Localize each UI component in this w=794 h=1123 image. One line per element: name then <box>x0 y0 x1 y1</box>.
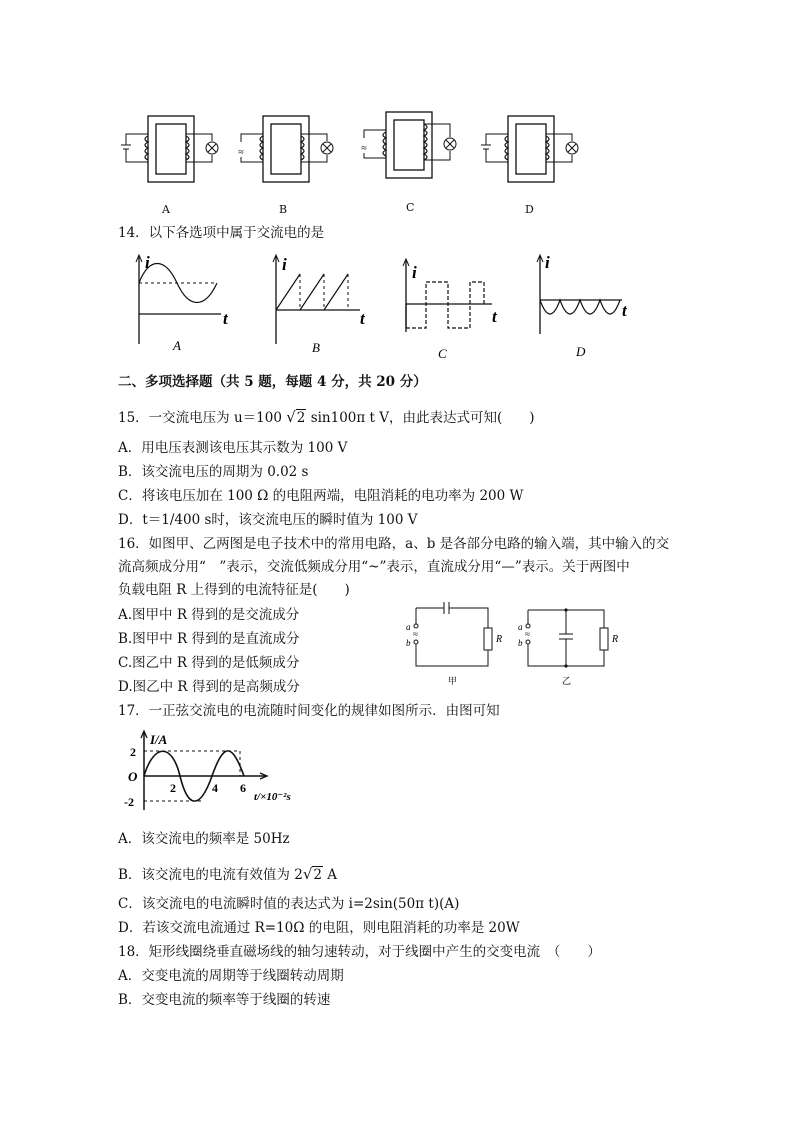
q14-label-d: D <box>576 344 586 359</box>
q17-option-c: C．该交流电的电流瞬时值的表达式为 i=2sin(50π t)(A) <box>118 896 460 912</box>
q16-circuit-yi <box>516 600 626 688</box>
q16-yi-r: R <box>612 634 619 645</box>
q14-stem: 14．以下各选项中属于交流电的是 <box>118 225 325 241</box>
q15-option-b: B．该交流电压的周期为 0.02 s <box>118 464 309 480</box>
q17-option-b-post: A <box>327 867 338 883</box>
svg-text:≈: ≈ <box>238 147 244 158</box>
q16-yi-b: b <box>518 638 523 648</box>
q15-option-a: A．用电压表测该电压其示数为 100 V <box>118 440 348 456</box>
q17-option-b <box>118 865 337 884</box>
q16-jia-a: a <box>406 622 411 632</box>
q16-yi-a: a <box>518 622 523 632</box>
q14-graph-b <box>262 252 372 355</box>
q14-graph-c <box>396 256 506 361</box>
q15-stem <box>118 408 535 427</box>
q16-circuit-jia <box>404 600 514 688</box>
transformer-figure-c <box>356 108 466 188</box>
q14-label-a: A <box>173 338 181 353</box>
q14-graph-a <box>125 252 235 352</box>
q14-a-axis-t: t <box>223 309 228 328</box>
q15-sqrt: √2 <box>286 408 306 426</box>
q17-xlabel: t/×10⁻²s <box>254 791 291 803</box>
q14-c-axis-i: i <box>412 263 417 282</box>
q16-option-d: D.图乙中 R 得到的是高频成分 <box>118 679 300 695</box>
q17-ylabel: I/A <box>150 732 168 747</box>
q16-line2: 流高频成分用“ ”表示，交流低频成分用“~”表示，直流成分用“—”表示。关于两图中 <box>118 559 630 575</box>
q13-label-c: C <box>406 201 415 214</box>
transformer-figure-d <box>478 112 588 192</box>
q14-b-axis-i: i <box>282 255 287 274</box>
section2-title: 二、多项选择题（共 5 题，每题 4 分，共 20 分） <box>118 374 427 390</box>
q14-a-axis-i: i <box>145 253 150 272</box>
q16-option-c: C.图乙中 R 得到的是低频成分 <box>118 655 300 671</box>
q18-option-b: B．交变电流的频率等于线圈的转速 <box>118 992 331 1008</box>
q14-d-axis-i: i <box>545 253 550 272</box>
svg-text:≈: ≈ <box>525 629 530 639</box>
q17-option-a: A．该交流电的频率是 50Hz <box>118 831 290 847</box>
q17-graph <box>120 728 310 818</box>
q14-d-axis-t: t <box>622 301 627 320</box>
q14-b-axis-t: t <box>360 309 365 328</box>
q17-xtick-2: 2 <box>170 781 176 795</box>
q14-label-c: C <box>438 346 447 361</box>
q18-stem: 18．矩形线圈绕垂直磁场线的轴匀速转动，对于线圈中产生的交变电流 （ ） <box>118 944 601 960</box>
q14-label-b: B <box>312 340 320 355</box>
q17-origin: O <box>128 769 138 784</box>
q17-ytick-2: 2 <box>130 745 136 759</box>
svg-text:≈: ≈ <box>361 143 367 154</box>
q14-c-axis-t: t <box>492 307 497 326</box>
q16-label-jia: 甲 <box>448 676 458 686</box>
q16-option-b: B.图甲中 R 得到的是直流成分 <box>118 631 300 647</box>
q15-stem-post: sin100π t V，由此表达式可知( ) <box>310 410 535 426</box>
q15-option-d: D．t＝1/400 s时，该交流电压的瞬时值为 100 V <box>118 512 418 528</box>
q15-stem-pre: 15．一交流电压为 u＝100 <box>118 410 282 426</box>
q16-label-yi: 乙 <box>562 676 572 686</box>
q15-option-c: C．将该电压加在 100 Ω 的电阻两端，电阻消耗的电功率为 200 W <box>118 488 524 504</box>
transformer-figure-b <box>233 112 343 192</box>
q15-sqrt-num: 2 <box>296 410 306 426</box>
q17-stem: 17．一正弦交流电的电流随时间变化的规律如图所示．由图可知 <box>118 703 500 719</box>
q16-line1: 16．如图甲、乙两图是电子技术中的常用电路，a、b 是各部分电路的输入端，其中输入的交 <box>118 536 670 552</box>
q17-xtick-6: 6 <box>240 781 246 795</box>
q14-graph-d <box>530 252 640 357</box>
q17-xtick-4: 4 <box>212 781 218 795</box>
q17-option-d: D．若该交流电流通过 R=10Ω 的电阻，则电阻消耗的功率是 20W <box>118 920 520 936</box>
q16-jia-b: b <box>406 638 411 648</box>
q18-option-a: A．交变电流的周期等于线圈转动周期 <box>118 968 344 984</box>
transformer-figure-a <box>118 112 228 192</box>
q13-label-b: B <box>279 203 288 216</box>
q17-option-b-pre: B．该交流电的电流有效值为 2 <box>118 867 303 883</box>
q16-jia-r: R <box>496 634 503 645</box>
q17-sqrt: √2 <box>302 865 322 883</box>
q13-label-d: D <box>525 203 534 216</box>
svg-text:≈: ≈ <box>413 629 418 639</box>
q13-label-a: A <box>162 203 170 216</box>
q17-sqrt-num: 2 <box>313 867 322 883</box>
q16-option-a: A.图甲中 R 得到的是交流成分 <box>118 607 300 623</box>
q16-line3: 负载电阻 R 上得到的电流特征是( ) <box>118 582 350 598</box>
q17-ytick-neg2: -2 <box>124 795 134 809</box>
